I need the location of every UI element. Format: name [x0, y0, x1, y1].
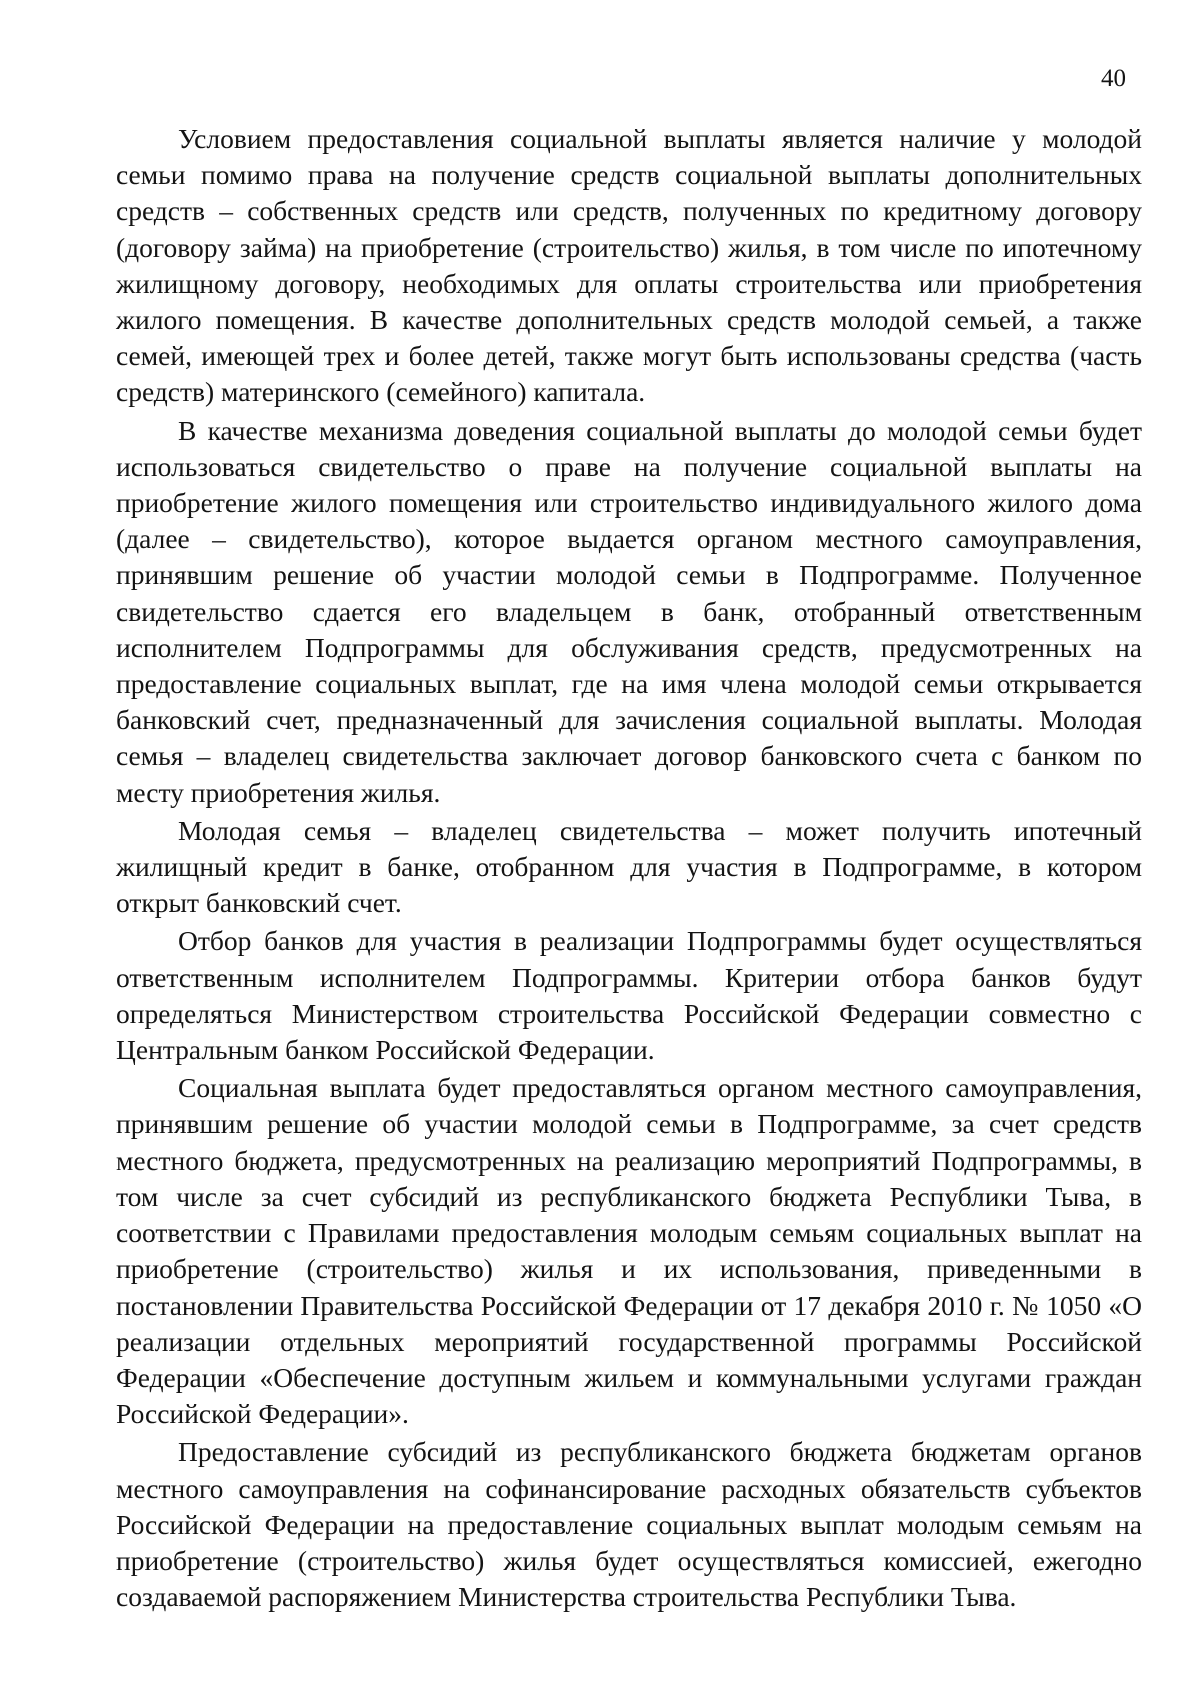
paragraph-social-payment: Социальная выплата будет предоставляться органом местного самоуправления, принявшим решение об участии молодой семьи в Подпрограмме, за счет средств местного бюджета, предусмотренных на реализацию мероприятий Подпрограммы, в том числе за счет субсидий из республиканского бюджета Республики Тыва, в соответствии с Правилами предоставления молодым семьям социальных выплат на приобретение (строительство) жилья и их использования, приведенными в постановлении Правительства Российской Федерации от 17 декабря 2010 г. № 1050 «О реализации отдельных мероприятий государственной программы Российской Федерации «Обеспечение доступным жильем и коммунальными услугами граждан Российской Федерации». [116, 1072, 1142, 1430]
paragraph-certificate-mechanism: В качестве механизма доведения социальной выплаты до молодой семьи будет использоваться свидетельство о праве на получение социальной выплаты на приобретение жилого помещения или строительство индивидуального жилого дома (далее – свидетельство), которое выдается органом местного самоуправления, принявшим решение об участии молодой семьи в Подпрограмме. Полученное свидетельство сдается его владельцем в банк, отобранный ответственным исполнителем Подпрограммы для обслуживания средств, предусмотренных на предоставление социальных выплат, где на имя члена молодой семьи открывается банковский счет, предназначенный для зачисления социальной выплаты. Молодая семья – владелец свидетельства заключает договор банковского счета с банком по месту приобретения жилья. [116, 414, 1142, 808]
paragraph-bank-selection: Отбор банков для участия в реализации Подпрограммы будет осуществляться ответственным исполнителем Подпрограммы. Критерии отбора банков будут определяться Министерством строительства Российской Федерации совместно с Центральным банком Российской Федерации. [116, 925, 1142, 1066]
page-number: 40 [1101, 65, 1126, 92]
paragraph-mortgage-credit: Молодая семья – владелец свидетельства – может получить ипотечный жилищный кредит в банке, отобранном для участия в Подпрограмме, в котором открыт банковский счет. [116, 814, 1142, 919]
paragraph-subsidy-provision: Предоставление субсидий из республиканского бюджета бюджетам органов местного самоуправления на софинансирование расходных обязательств субъектов Российской Федерации на предоставление социальных выплат молодым семьям на приобретение (строительство) жилья будет осуществляться комиссией, ежегодно создаваемой распоряжением Министерства строительства Республики Тыва. [116, 1436, 1142, 1613]
paragraph-payment-condition: Условием предоставления социальной выплаты является наличие у молодой семьи помимо права на получение средств социальной выплаты дополнительных средств – собственных средств или средств, полученных по кредитному договору (договору займа) на приобретение (строительство) жилья, в том числе по ипотечному жилищному договору, необходимых для оплаты строительства или приобретения жилого помещения. В качестве дополнительных средств молодой семьей, а также семей, имеющей трех и более детей, также могут быть использованы средства (часть средств) материнского (семейного) капитала. [116, 123, 1142, 408]
document-body [116, 121, 1142, 1615]
